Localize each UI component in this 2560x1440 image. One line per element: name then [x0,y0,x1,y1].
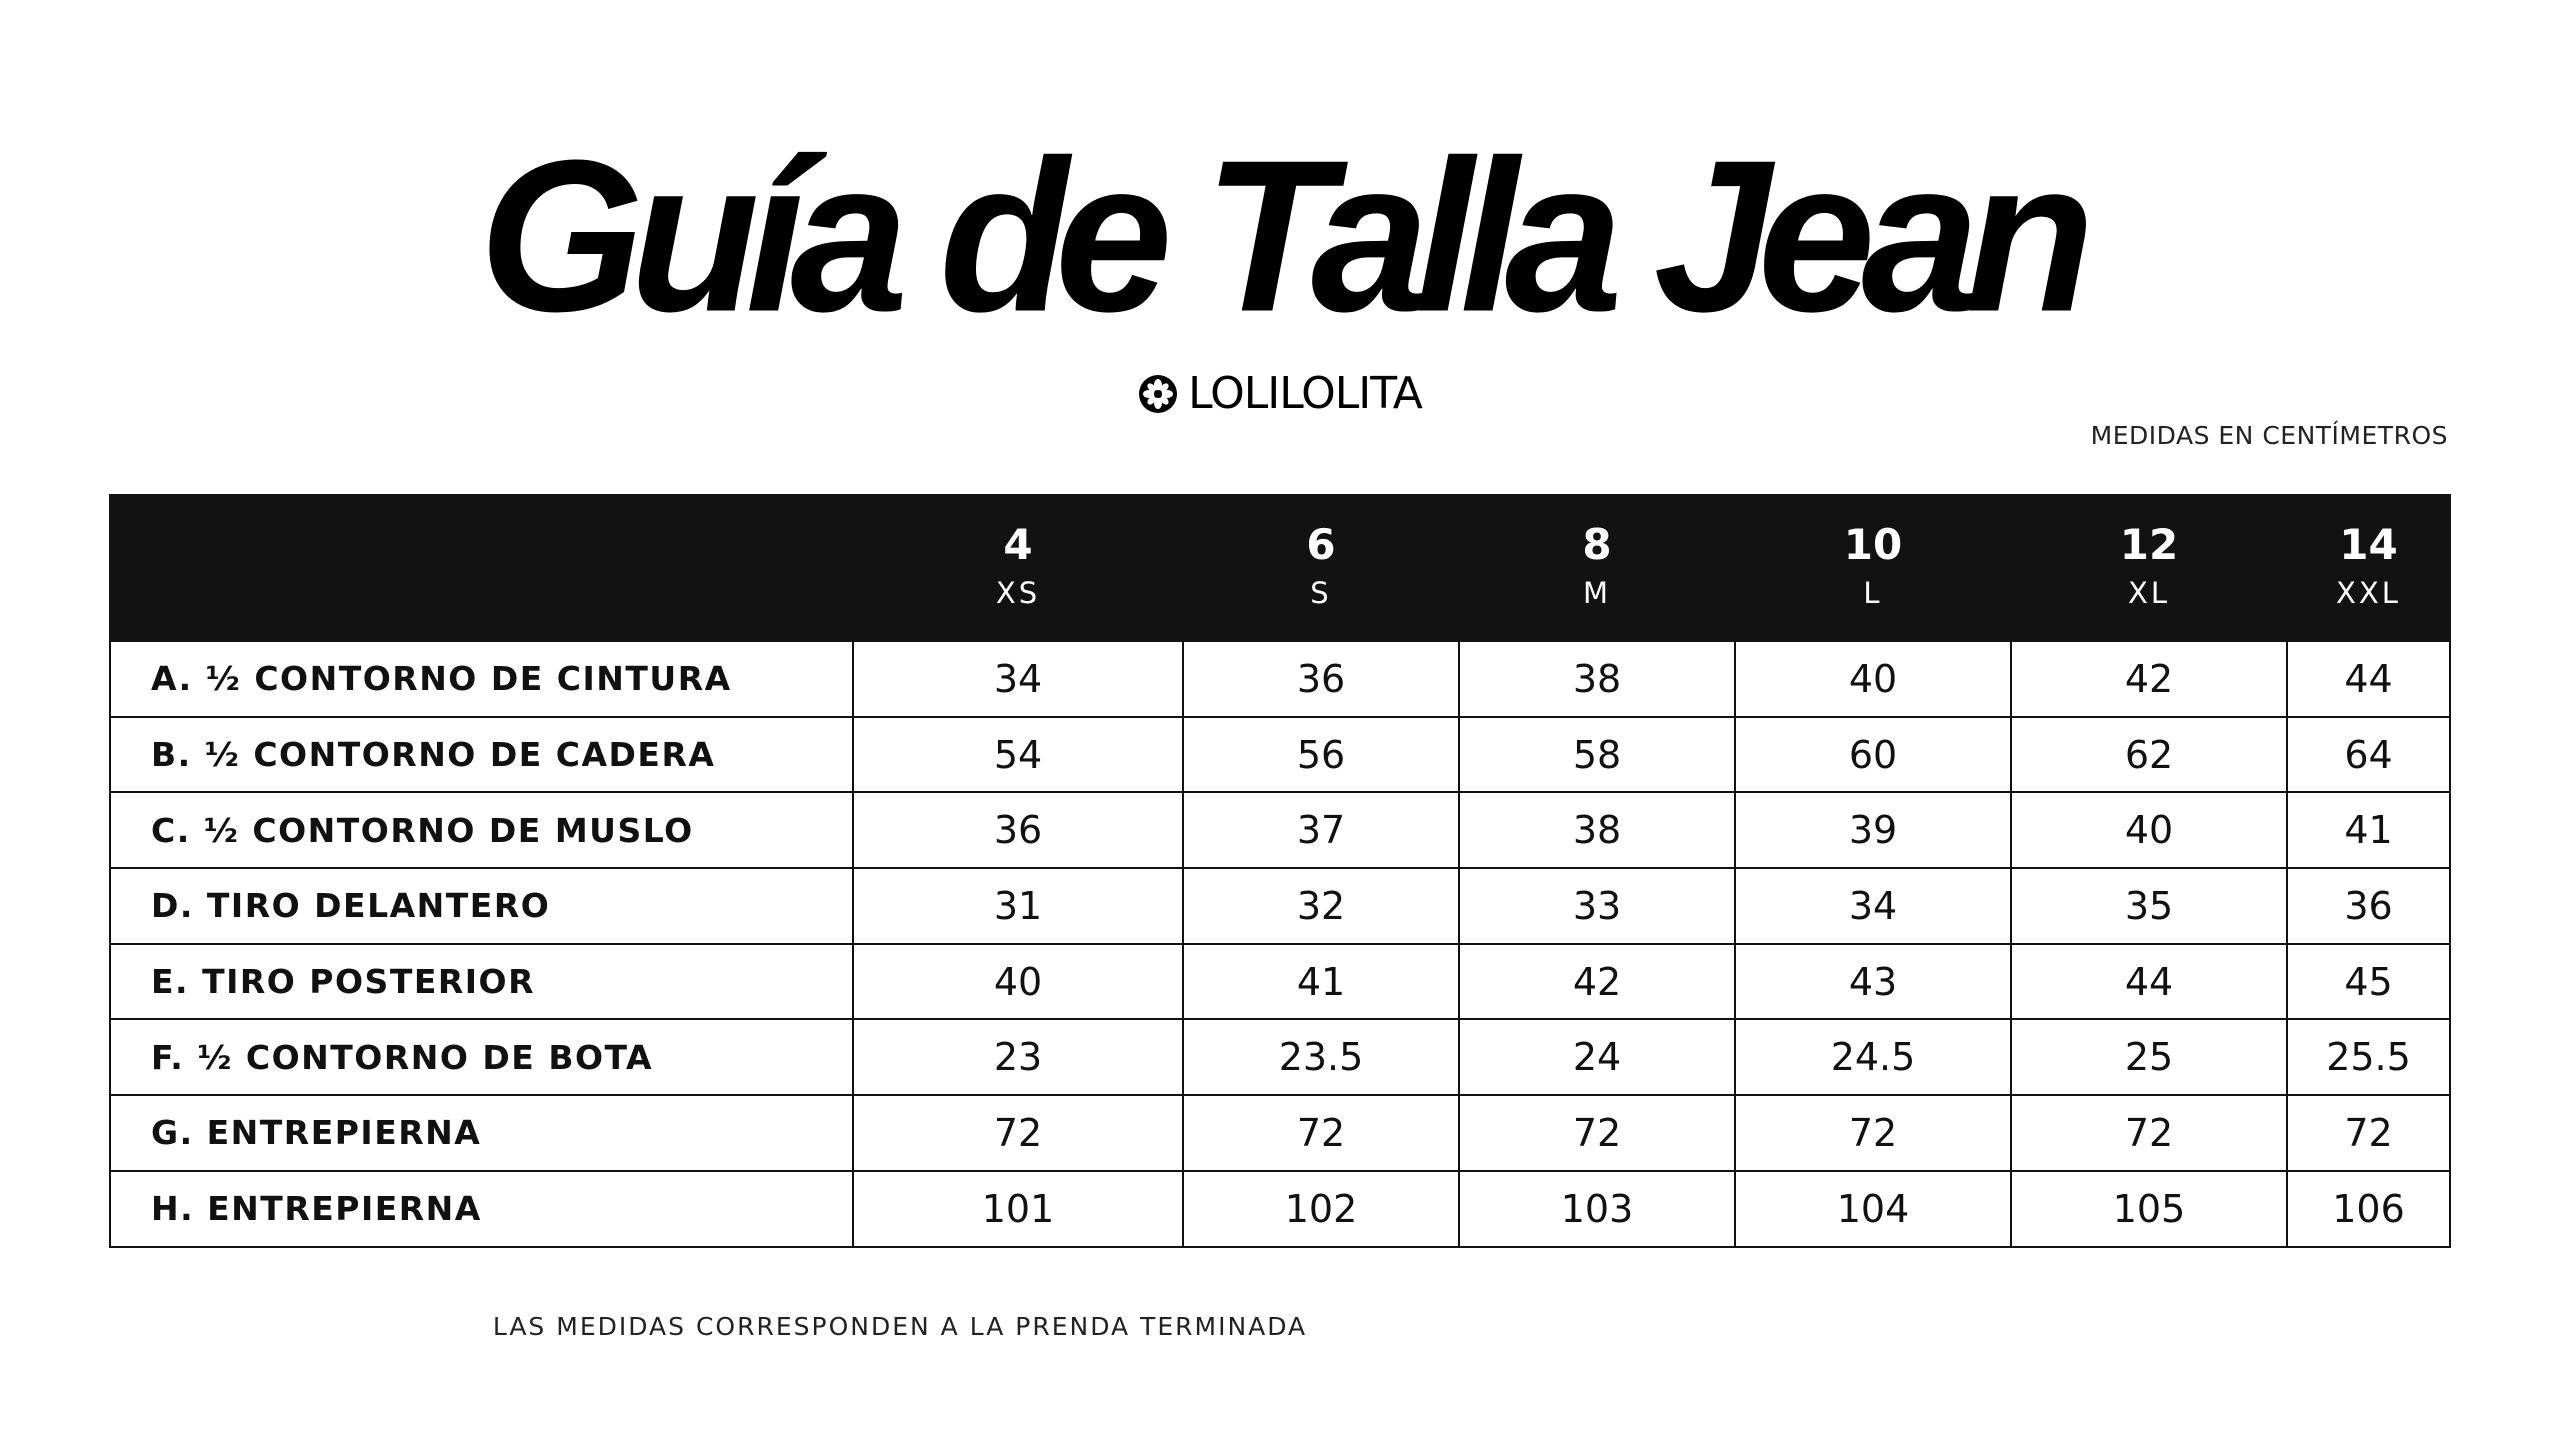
table-cell: 37 [1183,792,1459,868]
table-cell: 39 [1735,792,2011,868]
table-cell: 72 [1459,1095,1735,1171]
size-header-cell [1459,495,1735,641]
table-cell: 25.5 [2287,1019,2450,1095]
table-cell: 64 [2287,717,2450,793]
table-cell: 54 [853,717,1183,793]
table-row [110,1171,2450,1247]
table-row [110,641,2450,717]
table-cell: 24.5 [1735,1019,2011,1095]
table-cell: 103 [1459,1171,1735,1247]
size-number: 8 [1582,520,1612,570]
measurement-label: D. TIRO DELANTERO [110,868,853,944]
table-cell: 32 [1183,868,1459,944]
table-cell: 36 [2287,868,2450,944]
size-number: 12 [2119,520,2179,570]
size-label: XXL [2336,576,2401,611]
table-cell: 44 [2287,641,2450,717]
table-cell: 43 [1735,944,2011,1020]
table-cell: 62 [2011,717,2287,793]
table-cell: 44 [2011,944,2287,1020]
measurement-label: G. ENTREPIERNA [110,1095,853,1171]
table-cell: 41 [2287,792,2450,868]
table-cell: 40 [1735,641,2011,717]
table-cell: 72 [1183,1095,1459,1171]
table-cell: 42 [2011,641,2287,717]
table-row [110,1019,2450,1095]
size-label: S [1310,576,1332,611]
table-cell: 40 [2011,792,2287,868]
size-chart-table [109,494,2451,1248]
table-cell: 105 [2011,1171,2287,1247]
table-cell: 102 [1183,1171,1459,1247]
size-header-row [110,495,2450,641]
table-cell: 33 [1459,868,1735,944]
table-row [110,1095,2450,1171]
table-cell: 23.5 [1183,1019,1459,1095]
table-cell: 42 [1459,944,1735,1020]
brand-logo [0,368,2560,419]
size-number: 4 [1003,520,1033,570]
size-label: XL [2127,576,2171,611]
size-header-cell [1183,495,1459,641]
measurement-label: H. ENTREPIERNA [110,1171,853,1247]
table-cell: 58 [1459,717,1735,793]
measurement-label: C. ½ CONTORNO DE MUSLO [110,792,853,868]
table-cell: 40 [853,944,1183,1020]
table-row [110,868,2450,944]
table-cell: 72 [1735,1095,2011,1171]
table-cell: 72 [853,1095,1183,1171]
size-header-cell [2287,495,2450,641]
size-header-cell [1735,495,2011,641]
size-label: L [1863,576,1883,611]
table-cell: 104 [1735,1171,2011,1247]
size-label: M [1582,576,1612,611]
size-number: 10 [1843,520,1903,570]
table-cell: 34 [1735,868,2011,944]
footnote: LAS MEDIDAS CORRESPONDEN A LA PRENDA TERMINADA [492,1312,1308,1341]
table-cell: 106 [2287,1171,2450,1247]
table-body [110,641,2450,1247]
page-title: Guía de Talla Jean [479,114,2081,357]
table-row [110,792,2450,868]
table-cell: 38 [1459,792,1735,868]
measurement-label: E. TIRO POSTERIOR [110,944,853,1020]
table-cell: 36 [853,792,1183,868]
table-cell: 45 [2287,944,2450,1020]
table-cell: 56 [1183,717,1459,793]
table-row [110,717,2450,793]
table-cell: 41 [1183,944,1459,1020]
table-cell: 35 [2011,868,2287,944]
table-cell: 72 [2287,1095,2450,1171]
table-cell: 60 [1735,717,2011,793]
table-cell: 24 [1459,1019,1735,1095]
table-cell: 25 [2011,1019,2287,1095]
units-note: MEDIDAS EN CENTÍMETROS [2090,421,2448,450]
header-empty-cell [110,495,853,641]
brand-name: LOLILOLITA [1188,368,1422,419]
table-cell: 34 [853,641,1183,717]
flower-icon [1138,374,1178,414]
table-cell: 23 [853,1019,1183,1095]
size-label: XS [995,576,1041,611]
table-row [110,944,2450,1020]
table-cell: 38 [1459,641,1735,717]
table-header [110,495,2450,641]
measurement-label: A. ½ CONTORNO DE CINTURA [110,641,853,717]
size-number: 6 [1306,520,1336,570]
measurement-label: F. ½ CONTORNO DE BOTA [110,1019,853,1095]
size-number: 14 [2339,520,2398,570]
size-header-cell [2011,495,2287,641]
table-cell: 101 [853,1171,1183,1247]
measurement-label: B. ½ CONTORNO DE CADERA [110,717,853,793]
table-cell: 36 [1183,641,1459,717]
table-cell: 72 [2011,1095,2287,1171]
table-cell: 31 [853,868,1183,944]
size-header-cell [853,495,1183,641]
